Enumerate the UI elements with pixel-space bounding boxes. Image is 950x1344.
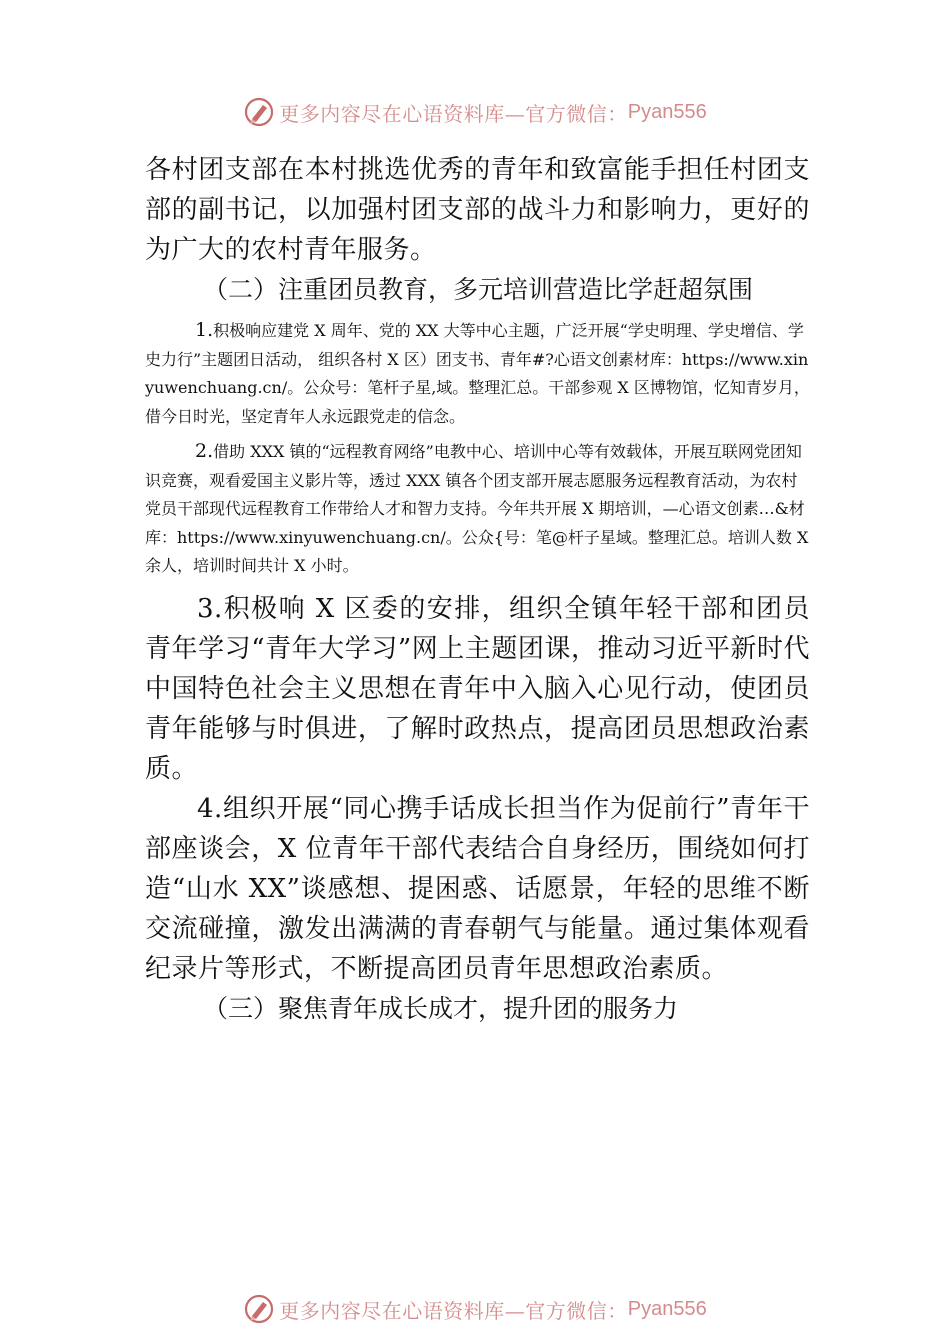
item-2-text: 借助 XXX 镇的“远程教育网络”电教中心、培训中心等有效载体，开展互联网党团知识竞赛，观看爱国主义影片等，透过 XXX 镇各个团支部开展志愿服务远程教育活动，为农村党员干部现代远程教育工作带给人才和智力支持。今年共开展 X 期培训，—心语文创素…&材库：https://www.xinyuwenchuang.cn/。公众{号：笔@杆子星域。整理汇总。培训人数 X 余人，培训时间共计 X 小时。 — [145, 442, 809, 575]
watermark-text: 更多内容尽在心语资料库—官方微信： — [279, 101, 628, 126]
list-item-1 — [145, 316, 810, 431]
list-item-2 — [145, 437, 810, 581]
section-heading-3: （三）聚焦青年成长成才，提升团的服务力 — [203, 993, 679, 1023]
watermark-wechat-id: Pyan556 — [627, 100, 707, 123]
paragraph-intro: 各村团支部在本村挑选优秀的青年和致富能手担任村团支部的副书记，以加强村团支部的战斗力和影响力，更好的为广大的农村青年服务。 — [145, 155, 810, 265]
watermark-wechat-id: Pyan556 — [627, 1297, 707, 1320]
document-body — [145, 150, 810, 1029]
item-2-number: 2. — [195, 440, 214, 462]
list-item-3: 3.积极响 X 区委的安排，组织全镇年轻干部和团员青年学习“青年大学习”网上主题团课，推动习近平新时代中国特色社会主义思想在青年中入脑入心见行动，使团员青年能够与时俱进，了解时政热点，提高团员思想政治素质。 — [145, 593, 810, 784]
header-watermark-banner — [0, 90, 950, 134]
watermark-text: 更多内容尽在心语资料库—官方微信： — [279, 1298, 628, 1323]
footer-watermark-banner — [0, 1287, 950, 1331]
list-item-4: 4.组织开展“同心携手话成长担当作为促前行”青年干部座谈会，X 位青年干部代表结合自身经历，围绕如何打造“山水 XX”谈感想、提困惑、话愿景，年轻的思维不断交流碰撞，激发出满满的青春朝气与能量。通过集体观看纪录片等形式，不断提高团员青年思想政治素质。 — [145, 793, 810, 984]
pen-logo-icon — [243, 96, 275, 128]
pen-logo-icon — [243, 1293, 275, 1325]
item-1-text: 积极响应建党 X 周年、党的 XX 大等中心主题，广泛开展“学史明理、学史增信、学史力行”主题团日活动， 组织各村 X 区）团支书、青年#?心语文创素材库：https://www.xinyuwenchuang.cn/。公众号：笔杆子星,域。整理汇总。干部参观 X 区博物馆，忆知青岁月，借今日时光，坚定青年人永远跟党走的信念。 — [145, 321, 810, 426]
section-heading-2: （二）注重团员教育，多元培训营造比学赶超氛围 — [203, 275, 754, 304]
item-1-number: 1. — [195, 319, 214, 341]
